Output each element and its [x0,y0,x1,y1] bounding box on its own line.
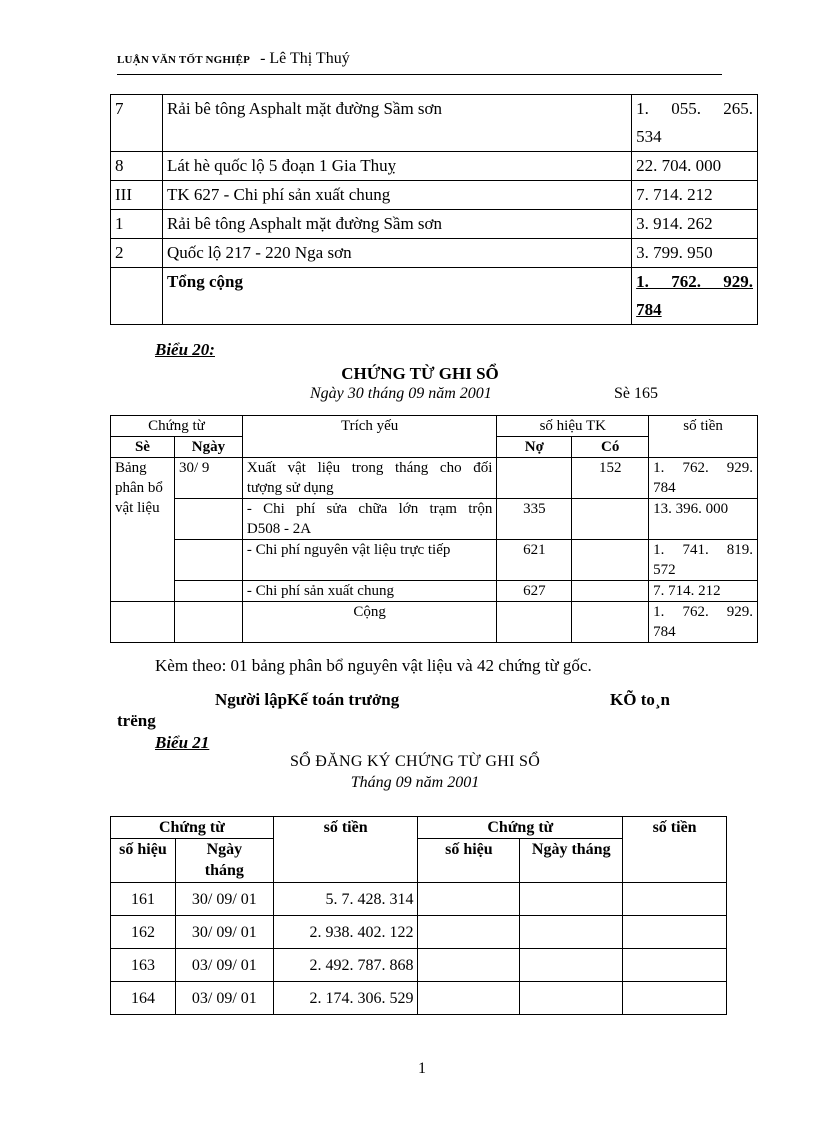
row-debit: 335 [497,499,572,540]
register-table [110,816,727,1015]
row-no: 7 [111,95,163,152]
thesis-label: LUẬN VĂN TỐT NGHIỆP [117,54,251,66]
row-amount: 2. 492. 787. 868 [273,949,418,982]
col-amount-2: số tiền [623,817,727,883]
row-debit: 627 [497,581,572,602]
col-no: Sè [111,437,175,458]
row-no: III [111,181,163,210]
row-summary: - Chi phí nguyên vật liệu trực tiếp [242,540,497,581]
row-amount: 1. 762. 929. 784 [649,458,758,499]
row-amount: 13. 396. 000 [649,499,758,540]
row-credit: 152 [572,458,649,499]
chief-accountant-font-cont: trëng [117,711,156,730]
row-amount: 22. 704. 000 [632,152,758,181]
row-debit: 621 [497,540,572,581]
table-row [111,458,758,499]
row-desc: Quốc lộ 217 - 220 Nga sơn [162,239,631,268]
table-row [111,210,758,239]
row-no: 8 [111,152,163,181]
row-summary: - Chi phí sửa chữa lớn trạm trộn D508 - 2A [242,499,497,540]
col-no: số hiệu [111,839,176,883]
table-row [111,95,758,152]
col-voucher-2: Chứng từ [418,817,623,839]
total-label: Tổng cộng [162,268,631,325]
total-amount: 1. 762. 929. 784 [632,268,758,325]
total-label: Cộng [242,602,497,643]
attachment-note: Kèm theo: 01 bảng phân bổ nguyên vật liệu và 42 chứng từ gốc. [155,656,592,675]
col-amount: số tiền [649,416,758,458]
row-no: 1 [111,210,163,239]
row-amount: 2. 174. 306. 529 [273,982,418,1015]
row-no: 162 [111,916,176,949]
cost-table [110,94,758,325]
row-no: 164 [111,982,176,1015]
col-voucher: Chứng từ [111,817,274,839]
table-row [111,949,727,982]
row-amount: 7. 714. 212 [632,181,758,210]
page-number: 1 [418,1060,426,1077]
table-row [111,181,758,210]
row-credit [572,540,649,581]
preparer-label: Người lập [215,690,288,709]
chief-accountant-label: Kế toán trưởng [287,690,400,709]
row-date: 30/ 09/ 01 [175,916,273,949]
row-amount: 1. 741. 819. 572 [649,540,758,581]
row-amount: 7. 714. 212 [649,581,758,602]
bieu21-title: SỔ ĐĂNG KÝ CHỨNG TỪ GHI SỔ [289,753,541,770]
row-no: 163 [111,949,176,982]
row-summary: - Chi phí sản xuất chung [242,581,497,602]
row-no: 161 [111,883,176,916]
voucher-no: Bảng phân bổ vật liệu [111,458,175,602]
row-debit [497,458,572,499]
row-date: 03/ 09/ 01 [175,949,273,982]
bieu20-title: CHỨNG TỪ GHI SỔ [341,364,499,383]
bieu20-number: Sè 165 [614,385,658,402]
row-date: 03/ 09/ 01 [175,982,273,1015]
col-summary: Trích yếu [242,416,497,458]
table-row [111,152,758,181]
row-amount: 5. 7. 428. 314 [273,883,418,916]
total-amount: 1. 762. 929. 784 [649,602,758,643]
signature-line [215,690,399,710]
col-debit: Nợ [497,437,572,458]
col-amount: số tiền [273,817,418,883]
total-row [111,602,758,643]
row-credit [572,499,649,540]
voucher-table [110,415,758,643]
row-no: 2 [111,239,163,268]
table-row [111,982,727,1015]
row-amount: 3. 914. 262 [632,210,758,239]
col-date: Ngày [174,437,242,458]
voucher-date: 30/ 9 [174,458,242,499]
row-desc: Rải bê tông Asphalt mặt đường Sầm sơn [162,210,631,239]
page-header [117,50,722,75]
row-desc: Rải bê tông Asphalt mặt đường Sầm sơn [162,95,631,152]
row-desc: TK 627 - Chi phí sản xuất chung [162,181,631,210]
col-credit: Có [572,437,649,458]
table-row [111,540,758,581]
author-name: - Lê Thị Thuý [260,50,350,67]
row-amount: 3. 799. 950 [632,239,758,268]
row-amount: 2. 938. 402. 122 [273,916,418,949]
col-no-2: số hiệu [418,839,520,883]
row-date: 30/ 09/ 01 [175,883,273,916]
col-account: số hiệu TK [497,416,649,437]
row-credit [572,581,649,602]
bieu20-label: Biểu 20: [155,340,215,359]
row-summary: Xuất vật liệu trong tháng cho đối tượng sử dụng [242,458,497,499]
bieu21-label: Biểu 21 [155,733,210,752]
table-row [111,916,727,949]
bieu20-date: Ngày 30 tháng 09 năm 2001 [310,385,492,402]
table-row [111,883,727,916]
table-row [111,581,758,602]
row-amount: 1. 055. 265. 534 [632,95,758,152]
total-row [111,268,758,325]
table-row [111,239,758,268]
row-desc: Lát hè quốc lộ 5 đoạn 1 Gia Thuỵ [162,152,631,181]
col-voucher: Chứng từ [111,416,243,437]
table-row [111,499,758,540]
chief-accountant-font-label: KÕ to¸n [610,690,670,709]
col-date-2: Ngày tháng [520,839,623,883]
bieu21-date: Tháng 09 năm 2001 [350,774,480,791]
col-date: Ngày tháng [175,839,273,883]
